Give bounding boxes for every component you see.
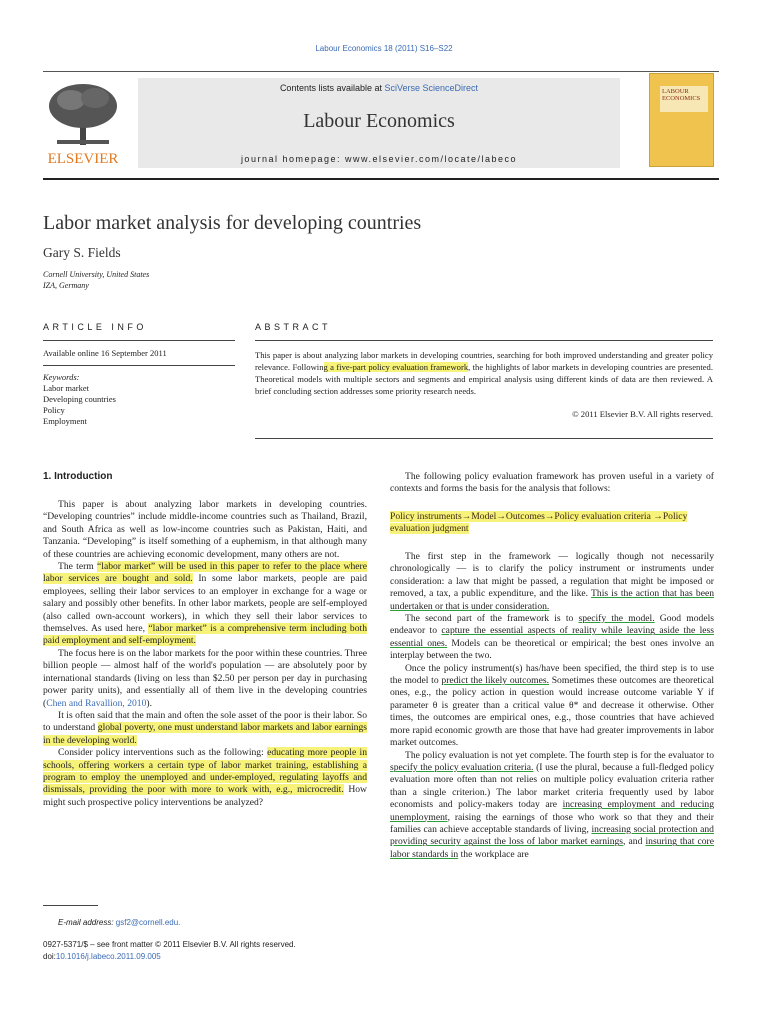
underline: increasing employment and reducing unemployment <box>390 799 714 823</box>
text: the workplace are <box>458 848 529 860</box>
paragraph <box>43 747 367 809</box>
cover-title: LABOUR ECONOMICS <box>660 86 708 112</box>
left-column <box>43 499 367 809</box>
journal-citation[interactable]: Labour Economics 18 (2011) S16–S22 <box>315 44 453 53</box>
highlight: “labor market” will be used in this paper to refer to the place where labor services are bought and sold. <box>43 561 367 585</box>
abstract-bottom-rule <box>255 438 713 439</box>
article-info-heading: ARTICLE INFO <box>43 322 147 332</box>
paragraph <box>390 663 714 750</box>
framework-flow <box>390 511 714 536</box>
underline: This is the action that has been undertaken or that is under consideration. <box>390 588 715 612</box>
text: ). <box>146 697 152 709</box>
underline: predict the likely outcomes. <box>441 675 549 687</box>
article-info <box>43 348 235 427</box>
text: The first step in the framework — logically though not necessarily chronologically — is to clarify the policy instrument or instruments under consideration: a law that might be passed, a regulation that might be imposed or removed, a tax, a public expenditure, and the like. <box>390 551 714 600</box>
keyword: Policy <box>43 405 65 415</box>
contents-available <box>138 83 620 93</box>
text: , and <box>623 836 646 848</box>
keyword: Labor market <box>43 383 90 393</box>
abstract-rule <box>255 340 713 341</box>
affiliation-2: IZA, Germany <box>43 281 89 290</box>
keyword: Developing countries <box>43 394 116 404</box>
reference-link[interactable]: Chen and Ravallion, 2010 <box>46 697 147 709</box>
info-rule <box>43 340 235 341</box>
abstract-copyright: © 2011 Elsevier B.V. All rights reserved. <box>572 409 713 419</box>
abstract-heading: ABSTRACT <box>255 322 332 332</box>
email-label: E-mail address: <box>58 918 116 927</box>
underline: increasing social protection and providing security against the loss of labor market earnings <box>390 823 714 848</box>
doi-line <box>43 952 161 961</box>
text: Good models endeavor to <box>390 613 714 637</box>
right-column <box>390 551 714 861</box>
highlight: global poverty, one must understand labor markets and labor earnings in the developing world. <box>43 722 367 746</box>
text: It is often said that the main and often the sole asset of the poor is their labor. So to understand <box>43 709 367 734</box>
text: Consider policy interventions such as the following: <box>58 747 268 759</box>
keywords-label: Keywords: <box>43 372 80 382</box>
affiliation-1: Cornell University, United States <box>43 270 150 279</box>
paragraph <box>43 648 367 710</box>
text: The focus here is on the labor markets for the poor within these countries. Three billion people — almost half of the world's population — are absolutely poor by international standards (living on less than $2.50 per person per day in purchasing power parity units), and essentially all of them live in the developing countries ( <box>43 647 367 709</box>
text: The policy evaluation is not yet complete. The fourth step is for the evaluator to <box>405 749 714 761</box>
text: The second part of the framework is to <box>405 613 579 625</box>
section-heading: 1. Introduction <box>43 471 113 482</box>
journal-homepage[interactable]: journal homepage: www.elsevier.com/locate/labeco <box>240 154 518 164</box>
doi-label: doi: <box>43 952 56 961</box>
paragraph <box>390 551 714 613</box>
keyword: Employment <box>43 416 87 426</box>
paragraph: The following policy evaluation framework has proven useful in a variety of contexts and forms the basis for the analysis that follows: <box>390 471 714 495</box>
header-rule <box>43 71 719 72</box>
framework-highlight: Policy instruments→Model→Outcomes→Policy evaluation criteria →Policy evaluation judgment <box>390 511 688 535</box>
paragraph <box>43 561 367 648</box>
underline: capture the essential aspects of reality while leaving aside the less essential ones. <box>390 625 714 649</box>
text: (I use the plural, because a full-fledged policy evaluation more often than not relies on multiple policy evaluation criteria rather than a single criterion.) The labor market criteria frequently used by labor economists and policy-makers today are <box>390 761 715 811</box>
article-title: Labor market analysis for developing countries <box>43 212 422 234</box>
info-divider <box>43 365 235 366</box>
text: The term <box>58 561 98 573</box>
paragraph <box>43 710 367 747</box>
sciencedirect-link[interactable]: SciVerse ScienceDirect <box>384 83 479 93</box>
paragraph: This paper is about analyzing labor markets in developing countries. “Developing countries” include middle-income countries such as Thailand, Brazil, and South Africa as well as low-income countries such as Pakistan, Haiti, and Tanzania. “Developing” is itself something of a euphemism, in that although many of these countries are achieving economic development, many others are not. <box>43 499 367 560</box>
text: , raising the earnings of those who work so that they and their families can achieve acceptable standards of living, <box>390 811 714 835</box>
elsevier-logo <box>43 78 123 168</box>
underline: insuring that core labor standards in <box>390 836 714 860</box>
article-author: Gary S. Fields <box>43 245 121 260</box>
journal-title: Labour Economics <box>303 110 455 132</box>
text: Once the policy instrument(s) has/have been specified, the third step is to use the model to <box>390 662 714 687</box>
email-footnote <box>58 918 180 927</box>
abstract-part: , the highlights of labor markets in developing countries are presented. Theoretical models with multiple sectors and segments and empirical analysis using different kinds of data are then reviewed. A brief concluding section addresses some priority research needs. <box>255 362 713 396</box>
underline: specify the model. <box>578 613 655 625</box>
paragraph <box>390 613 714 663</box>
paragraph <box>390 750 714 862</box>
header-bottom-rule <box>43 178 719 180</box>
doi-link[interactable]: 10.1016/j.labeco.2011.09.005 <box>55 952 161 961</box>
journal-banner <box>138 78 620 168</box>
elsevier-wordmark: ELSEVIER <box>47 151 119 167</box>
text: Models can be theoretical or empirical; the best ones involve an interplay between the two. <box>390 637 714 662</box>
email-link[interactable]: gsf2@cornell.edu. <box>115 918 181 927</box>
highlight: “labor market” is a comprehensive term including both paid employment and self-employment. <box>43 623 367 647</box>
abstract-highlight: g a five-part policy evaluation framework <box>323 362 469 372</box>
underline: specify the policy evaluation criteria. <box>390 761 534 773</box>
journal-cover-image <box>649 73 714 167</box>
available-text: Contents lists available at <box>279 83 385 93</box>
right-column-intro <box>390 471 714 496</box>
abstract-part: This paper is about analyzing labor markets in developing countries, searching for both improved understanding and greater policy relevance. Followin <box>255 350 713 372</box>
available-online: Available online 16 September 2011 <box>43 348 167 358</box>
text: In some labor markets, people are paid employees, selling their labor services to an employer in exchange for a wage or salary and possibly other benefits. In other labor markets, people are self-employed (also called own-account workers), in which they sell their labor services to themselves. As used here, <box>43 573 367 635</box>
text: Sometimes these outcomes are theoretical ones, e.g., the policy action in question would increase outcome variable Y if parameter θ is greater than a critical value θ* and decrease it otherwise. Other times, the outcomes are empirical ones, e.g., those countries that have achieved more rapid economic growth are those that have had greater improvements in labor market outcomes. <box>390 675 714 749</box>
text: How might such prospective policy interventions be analyzed? <box>43 784 367 808</box>
issn-line: 0927-5371/$ – see front matter © 2011 Elsevier B.V. All rights reserved. <box>43 940 296 949</box>
highlight: educating more people in schools, offering workers a certain type of labor market training, establishing a program to employ the unemployed and under-employed, regulating layoffs and dismissals, providing the poor with more to work with, e.g., microcredit. <box>43 747 367 796</box>
footnote-rule <box>43 905 98 906</box>
abstract-text <box>255 349 713 397</box>
